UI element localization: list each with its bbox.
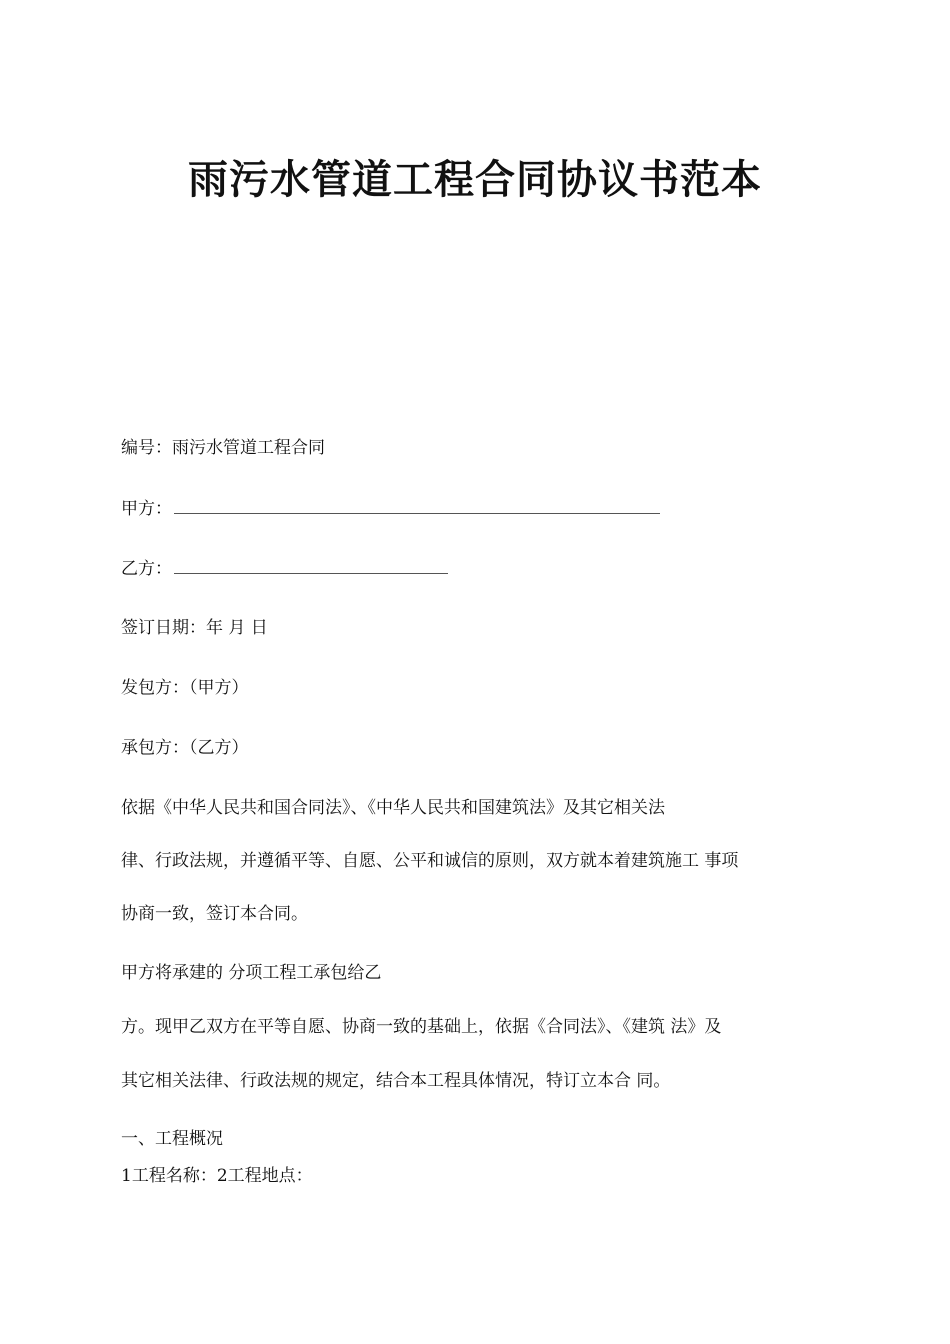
party-b-label: 乙方：	[121, 559, 172, 579]
section-1-heading: 一、工程概况	[121, 1129, 223, 1149]
document-title: 雨污水管道工程合同协议书范本	[188, 156, 762, 203]
contract-number: 编号：雨污水管道工程合同	[121, 438, 325, 458]
paragraph-1-line-1: 依据《中华人民共和国合同法》、《中华人民共和国建筑法》及其它相关法	[121, 798, 665, 818]
party-a-label: 甲方：	[121, 499, 172, 519]
section-1-items: 1工程名称：2工程地点：	[121, 1166, 313, 1186]
paragraph-1-line-3: 协商一致，签订本合同。	[121, 904, 308, 924]
issuer-line: 发包方：（甲方）	[121, 678, 249, 698]
party-b-blank	[174, 557, 448, 574]
party-b-line	[121, 557, 448, 580]
contractor-line: 承包方：（乙方）	[121, 738, 249, 758]
paragraph-1-line-2: 律、行政法规，并遵循平等、自愿、公平和诚信的原则，双方就本着建筑施工 事项	[121, 851, 739, 871]
party-a-line	[121, 497, 660, 520]
party-a-blank	[174, 497, 660, 514]
paragraph-2-line-1: 甲方将承建的 分项工程工承包给乙	[121, 963, 382, 983]
paragraph-2-line-2: 方。现甲乙双方在平等自愿、协商一致的基础上，依据《合同法》、《建筑 法》及	[121, 1017, 722, 1037]
sign-date: 签订日期：年 月 日	[121, 618, 268, 638]
paragraph-2-line-3: 其它相关法律、行政法规的规定，结合本工程具体情况，特订立本合 同。	[121, 1071, 671, 1091]
